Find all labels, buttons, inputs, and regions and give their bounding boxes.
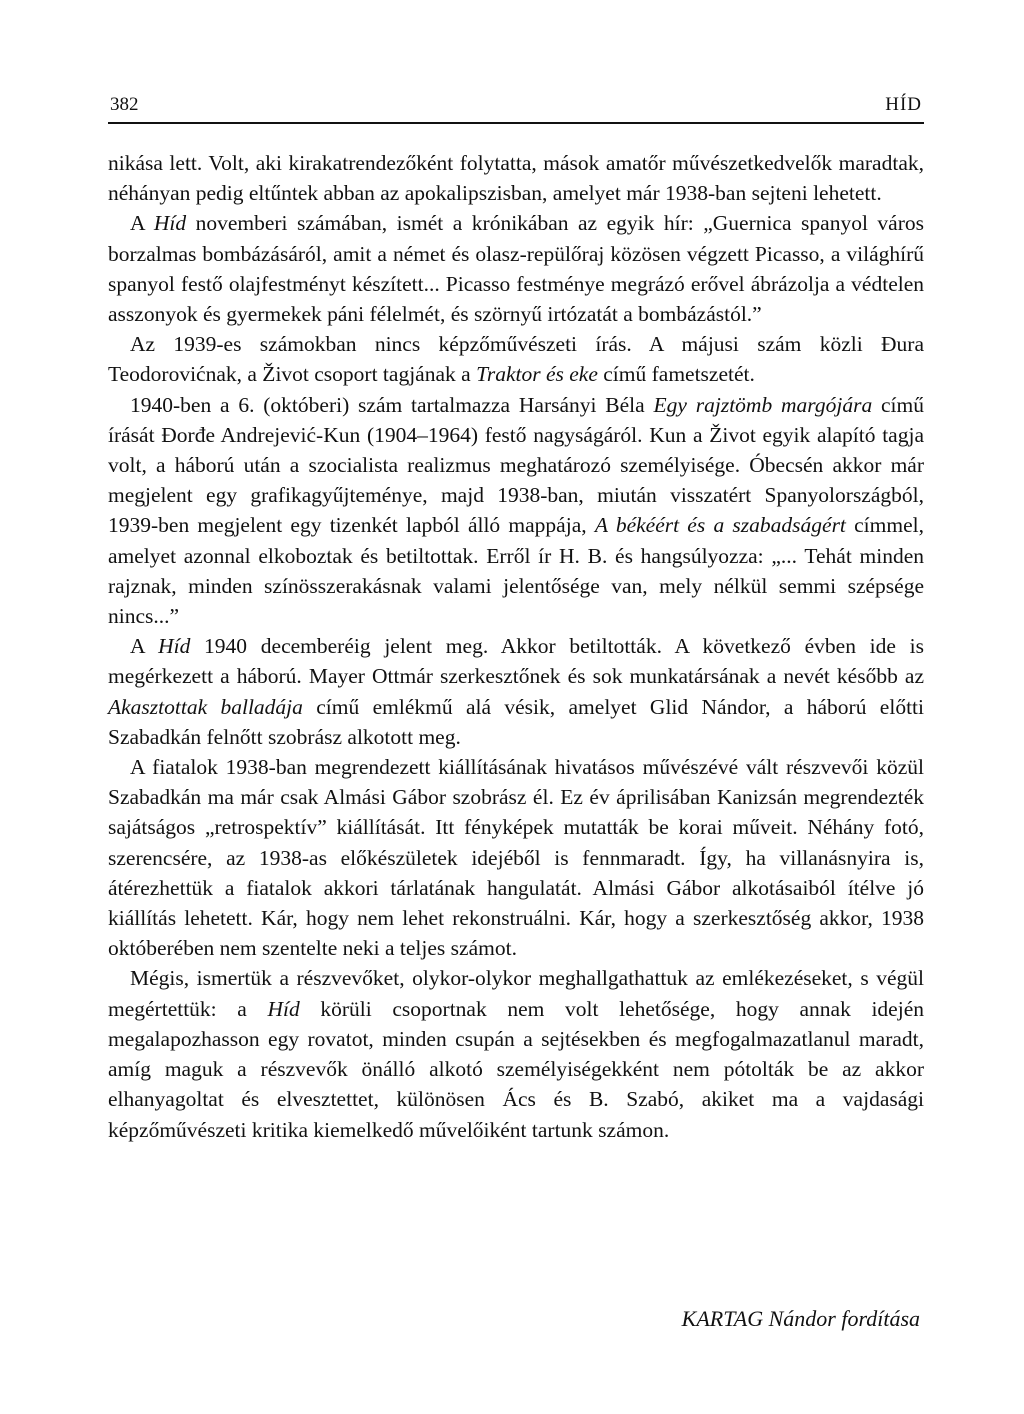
paragraph-7 xyxy=(108,963,924,1144)
running-header xyxy=(108,92,924,124)
italic-title: Híd xyxy=(153,211,187,236)
text-run: 1940-ben a 6. (októberi) szám tartalmazza Harsányi Béla xyxy=(130,392,654,417)
text-run: novemberi számában, ismét a krónikában az egyik hír: „Guernica spanyol város borzalmas bombázásáról, amit a német és olasz-repülőraj közösen végzett Picasso, a világhírű spanyol festő olajfestményt készített... Picasso festménye megrázó erővel ábrázolja a védtelen asszonyok és gyermekek páni félelmét, és szörnyű irtózatát a bombázástól.” xyxy=(108,211,924,327)
paragraph-4 xyxy=(108,390,924,632)
text-run: körüli csoportnak nem volt lehetősége, hogy annak idején megalapozhasson egy rovatot, minden csupán a sejtésekben és megfogalmazatlanul maradt, amíg maguk a részvevők önálló alkotó személyiségekként nem pótolták be az akkor elhanyagoltat és elvesztettet, különösen Ács és B. Szabó, akiket ma a vajdasági képzőművészeti kritika kiemelkedő művelőiként tartunk számon. xyxy=(108,996,924,1142)
page-number: 382 xyxy=(110,94,139,115)
italic-title: Híd xyxy=(267,996,300,1021)
text-run: nikása lett. Volt, aki kirakatrendezőként folytatta, mások amatőr művészetkedvelők maradtak, néhányan pedig eltűntek abban az apokalipszisban, amelyet már 1938-ban sejteni lehetett. xyxy=(108,151,924,206)
text-run: A fiatalok 1938-ban megrendezett kiállításának hivatásos művészévé vált részvevői közül Szabadkán ma már csak Almási Gábor szobrász él. Ez év áprilisában Kanizsán megrendezték sajátságos „retrospektív” kiállítását. Itt fényképek mutatták be korai műveit. Néhány fotó, szerencsére, az 1938-as előkészületek idejéből is fennmaradt. Így, ha villanásnyira is, átérezhettük a fiatalok akkori tárlatának hangulatát. Almási Gábor alkotásaiból ítélve jó kiállítás lehetett. Kár, hogy nem lehet rekonstruálni. Kár, hogy a szerkesztőség akkor, 1938 októberében nem szentelte neki a teljes számot. xyxy=(108,755,924,961)
text-run: című írását Đorđe Andrejević-Kun (1904–1964) festő nagyságáról. Kun a Život egyik alapító tagja volt, a háború után a szocialista realizmus meghatározó személyisége. Óbecsén akkor már megjelent egy grafikagyűjteménye, majd 1938-ban, miután visszatért Spanyolországból, 1939-ben megjelent egy tizenkét lapból álló mappája, xyxy=(108,392,924,538)
text-run: 1940 decemberéig jelent meg. Akkor betiltották. A következő évben ide is megérkezett a háború. Mayer Ottmár szerkesztőnek és sok munkatársának a nevét később az xyxy=(108,634,925,689)
paragraph-5 xyxy=(108,631,924,752)
paragraph-3 xyxy=(108,329,924,389)
paragraph-2 xyxy=(108,208,924,329)
paragraph-1 xyxy=(108,148,924,208)
text-run: A xyxy=(130,634,159,659)
translator-signature: KARTAG Nándor fordítása xyxy=(681,1306,920,1331)
italic-title: Egy rajztömb margójára xyxy=(653,392,873,417)
text-run: című fametszetét. xyxy=(597,362,755,387)
article-body xyxy=(108,148,924,1145)
text-run: Az 1939-es számokban nincs képzőművészeti írás. A májusi szám közli Đura Teodorovićnak, a Život csoport tagjának a xyxy=(108,332,924,387)
italic-title: A békéért és a szabadságért xyxy=(594,513,846,538)
text-run: című emlékmű alá vésik, amelyet Glid Nándor, a háború előtti Szabadkán felnőtt szobrász alkotott meg. xyxy=(108,694,924,749)
italic-title: Akasztottak balladája xyxy=(108,694,303,719)
text-run: A xyxy=(130,211,154,236)
text-run: Mégis, ismertük a részvevőket, olykor-olykor meghallgathattuk az emlékezéseket, s végül megértettük: a xyxy=(108,966,924,1021)
text-run: címmel, amelyet azonnal elkoboztak és betiltottak. Erről ír H. B. és hangsúlyozza: „... Tehát minden rajznak, minden színösszerakásnak valami jelentősége van, mely nélkül semmi szépsége nincs...” xyxy=(108,513,924,629)
journal-title: HÍD xyxy=(885,94,922,115)
paragraph-6 xyxy=(108,752,924,963)
italic-title: Híd xyxy=(158,634,191,659)
italic-title: Traktor és eke xyxy=(476,362,598,387)
